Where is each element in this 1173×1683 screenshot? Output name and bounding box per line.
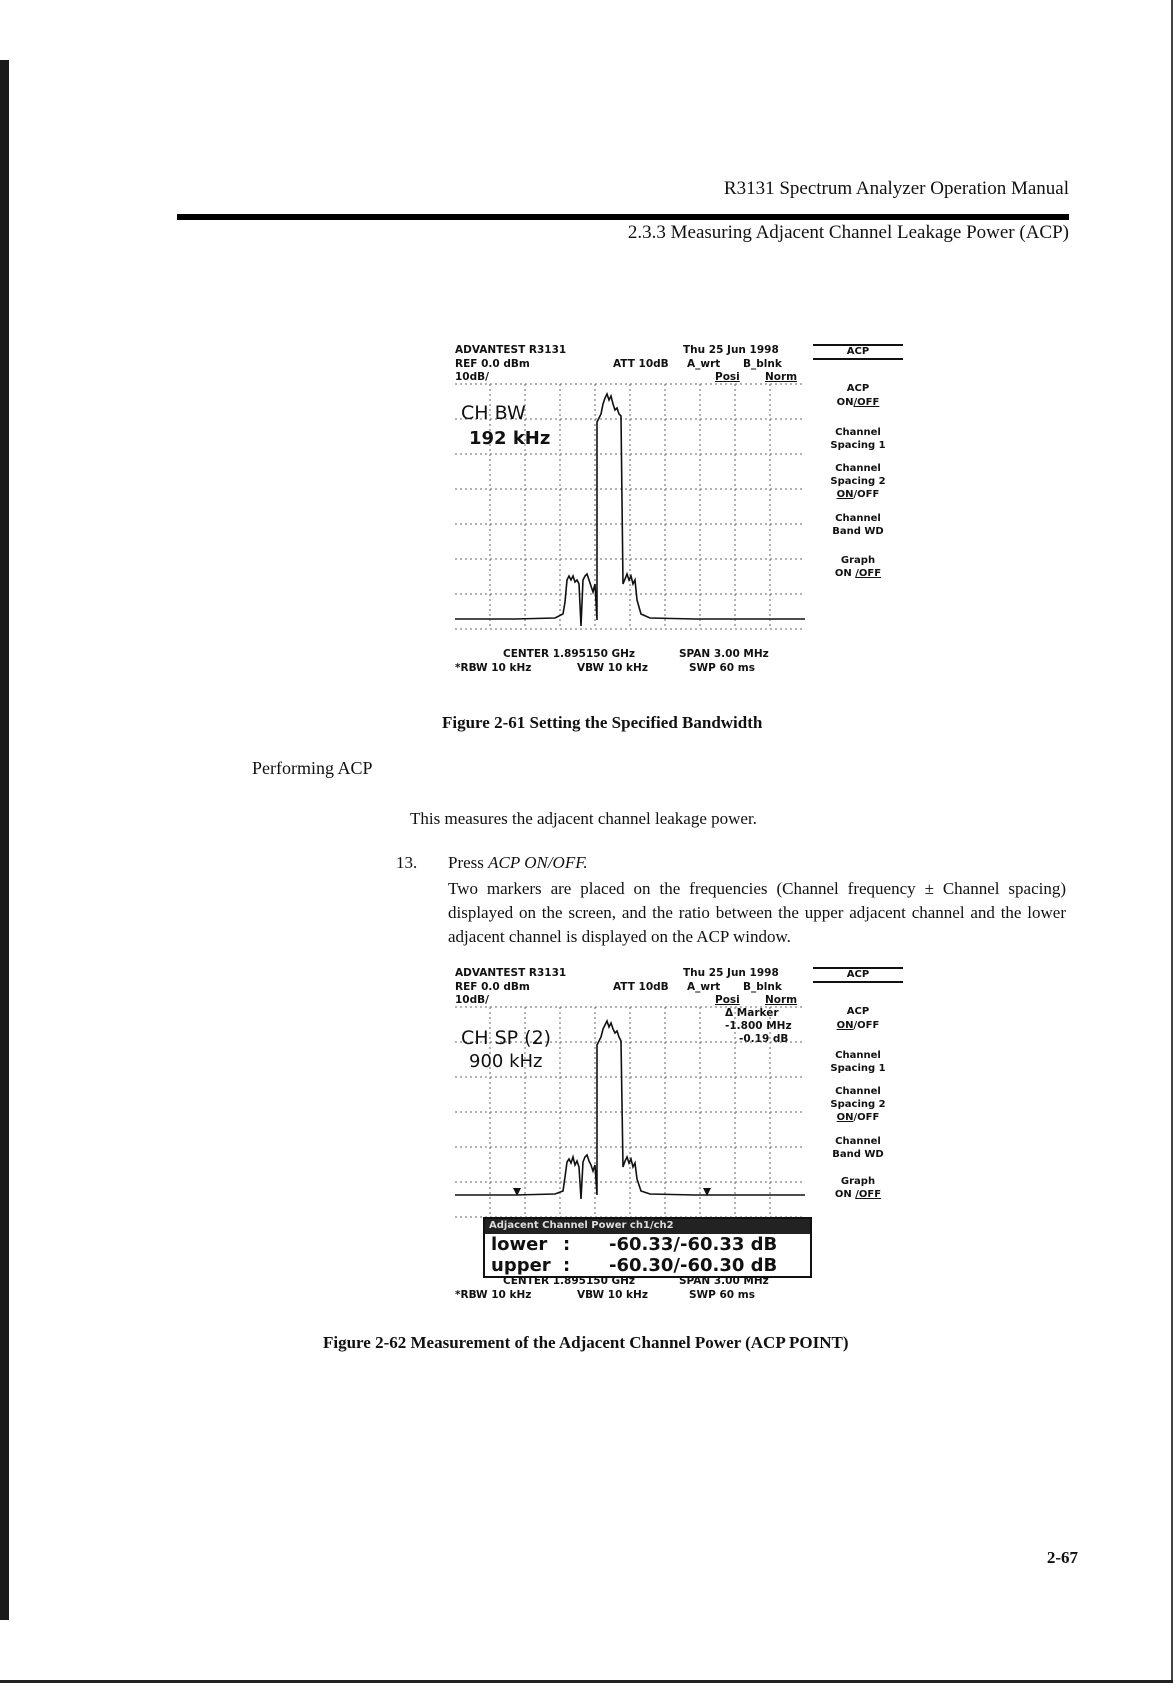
swp-label: SWP 60 ms: [689, 1289, 755, 1301]
posi-label: Posi: [715, 994, 740, 1006]
softkey-graph-onoff[interactable]: Graph ON /OFF: [834, 555, 882, 579]
upper-row: upper : -60.30/-60.30 dB: [491, 1255, 778, 1276]
rbw-label: *RBW 10 kHz: [455, 1289, 532, 1301]
norm-label: Norm: [765, 371, 798, 383]
analyzer-screen-fig2: [455, 967, 925, 1307]
acp-result-window: [483, 1217, 812, 1278]
ch-sp-label: CH SP (2): [461, 1027, 552, 1049]
delta-marker-freq: -1.800 MHz: [725, 1020, 792, 1032]
delta-marker-label: Δ Marker: [725, 1007, 779, 1019]
swp-label: SWP 60 ms: [689, 662, 755, 674]
softkey-channel-band-wd[interactable]: Channel Band WD: [832, 1136, 884, 1160]
date-label: Thu 25 Jun 1998: [683, 967, 779, 979]
lower-label: lower: [491, 1234, 548, 1255]
softkey-channel-spacing-1[interactable]: Channel Spacing 1: [830, 1050, 886, 1074]
figure-2-61-caption: Figure 2-61 Setting the Specified Bandwidth: [442, 713, 763, 732]
center-freq: CENTER 1.895150 GHz: [503, 1275, 636, 1287]
lower-value: -60.33/-60.33 dB: [609, 1234, 778, 1255]
scale-label: 10dB/: [455, 994, 489, 1006]
softkey-acp-label: ACP: [846, 383, 870, 394]
softkey-acp-onoff[interactable]: ON/OFF: [836, 397, 880, 408]
step-number: 13.: [396, 853, 418, 872]
vbw-label: VBW 10 kHz: [577, 662, 648, 674]
ch-sp-value: 900 kHz: [469, 1051, 543, 1072]
softkey-channel-band-wd[interactable]: Channel Band WD: [832, 513, 884, 537]
figure-2-62-caption: Figure 2-62 Measurement of the Adjacent Channel Power (ACP POINT): [323, 1333, 849, 1352]
result-header: Adjacent Channel Power ch1/ch2: [485, 1219, 810, 1234]
softkey-menu: [813, 344, 903, 644]
norm-label: Norm: [765, 994, 798, 1006]
acp-menu-title: ACP: [813, 967, 903, 983]
lower-row: lower : -60.33/-60.33 dB: [491, 1234, 778, 1255]
b-blnk-label: B_blnk: [743, 358, 782, 370]
softkey-acp-label: ACP: [846, 1006, 870, 1017]
span-label: SPAN 3.00 MHz: [679, 1275, 769, 1287]
intro-text: This measures the adjacent channel leakage power.: [410, 809, 757, 828]
softkey-channel-spacing-2[interactable]: Channel Spacing 2 ON/OFF: [830, 463, 886, 500]
rbw-label: *RBW 10 kHz: [455, 662, 532, 674]
brand-label: ADVANTEST R3131: [455, 967, 567, 979]
manual-title: R3131 Spectrum Analyzer Operation Manual: [723, 178, 1069, 199]
header-rule: [177, 214, 1069, 220]
upper-label: upper: [491, 1255, 551, 1276]
section-title: 2.3.3 Measuring Adjacent Channel Leakage Power (ACP): [627, 222, 1069, 243]
softkey-graph-onoff[interactable]: Graph ON /OFF: [834, 1176, 882, 1200]
center-freq: CENTER 1.895150 GHz: [503, 648, 636, 660]
softkey-acp-onoff[interactable]: ON/OFF: [836, 1020, 880, 1031]
ch-bw-label: CH BW: [461, 402, 526, 424]
acp-menu-title: ACP: [813, 344, 903, 360]
att-label: ATT 10dB: [613, 358, 669, 370]
spectrum-graticule: [455, 344, 805, 684]
att-label: ATT 10dB: [613, 981, 669, 993]
step-command: Press ACP ON/OFF.: [448, 853, 588, 872]
posi-label: Posi: [715, 371, 740, 383]
acp-onoff-key: ACP ON/OFF.: [488, 853, 588, 872]
a-wrt-label: A_wrt: [687, 358, 721, 370]
ref-label: REF 0.0 dBm: [455, 981, 530, 993]
a-wrt-label: A_wrt: [687, 981, 721, 993]
softkey-channel-spacing-1[interactable]: Channel Spacing 1: [830, 427, 886, 451]
ref-label: REF 0.0 dBm: [455, 358, 530, 370]
ch-bw-value: 192 kHz: [469, 428, 551, 449]
upper-value: -60.30/-60.30 dB: [609, 1255, 778, 1276]
date-label: Thu 25 Jun 1998: [683, 344, 779, 356]
scan-left-edge: [0, 60, 9, 1620]
softkey-channel-spacing-2[interactable]: Channel Spacing 2 ON/OFF: [830, 1086, 886, 1123]
brand-label: ADVANTEST R3131: [455, 344, 567, 356]
b-blnk-label: B_blnk: [743, 981, 782, 993]
side-heading: Performing ACP: [252, 758, 373, 778]
vbw-label: VBW 10 kHz: [577, 1289, 648, 1301]
scale-label: 10dB/: [455, 371, 489, 383]
page-number: 2-67: [1046, 1548, 1078, 1567]
span-label: SPAN 3.00 MHz: [679, 648, 769, 660]
analyzer-screen-fig1: [455, 344, 925, 684]
softkey-menu: [813, 967, 903, 1227]
step-description: Two markers are placed on the frequencies (Channel frequency ± Channel spacing) displayed on the screen, and the ratio between the upper adjacent channel and the lower adjacent channel is displayed on the ACP window.: [448, 879, 1066, 946]
delta-marker-db: -0.19 dB: [739, 1033, 789, 1045]
